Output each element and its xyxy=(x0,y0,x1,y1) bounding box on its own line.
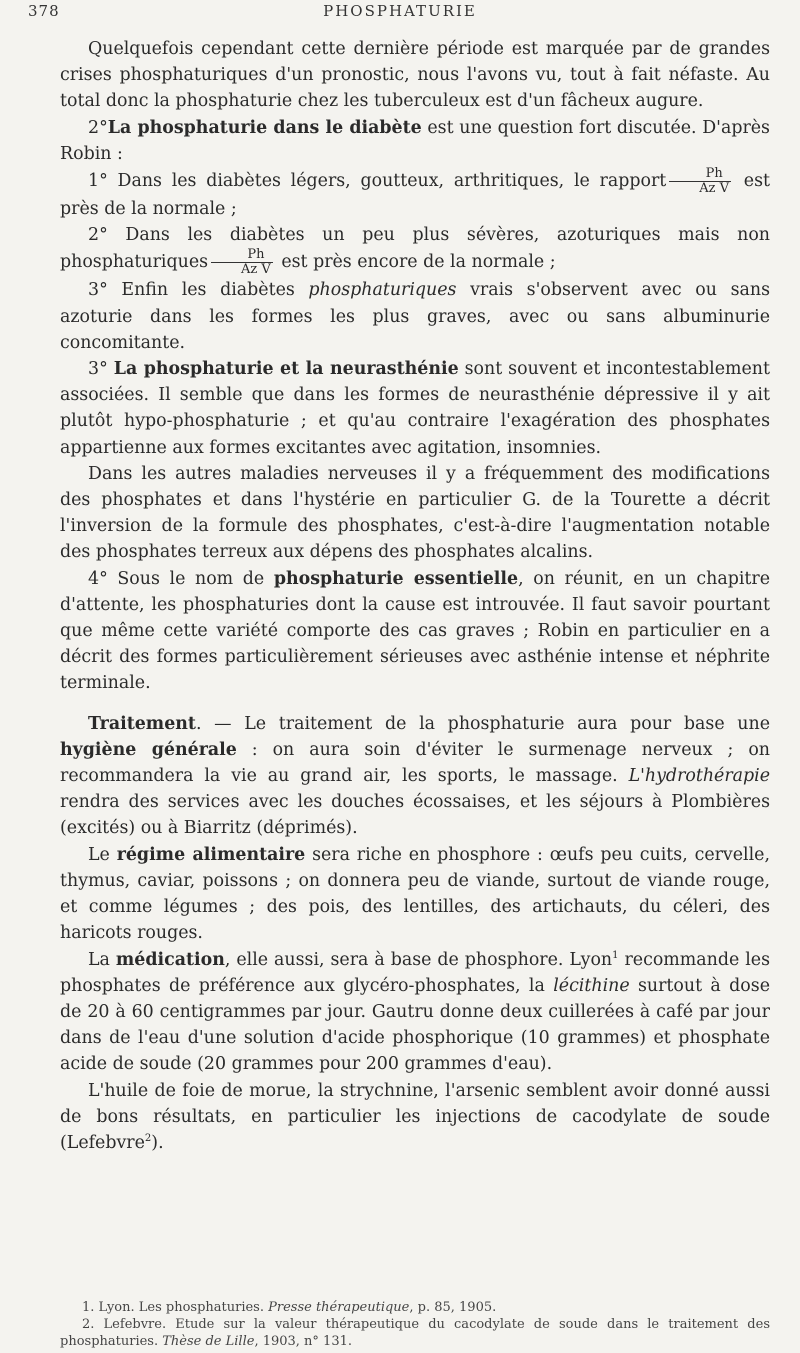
footnotes xyxy=(60,1299,770,1350)
footnote-text: , 1903, n° 131. xyxy=(254,1334,353,1349)
paragraph-text: , elle aussi, sera à base de phosphore. Lyon xyxy=(224,949,613,970)
paragraph-neurasthenia xyxy=(60,356,770,461)
footnote-1 xyxy=(60,1299,770,1316)
emphasis-text: lécithine xyxy=(553,975,630,996)
paragraph-text: : on aura soin d'éviter le surmenage nerveux ; on recommandera la vie au grand air, les sports, le massage. xyxy=(60,739,770,787)
footnote-text: 1. Lyon. Les phosphaturies. xyxy=(82,1300,269,1315)
fraction-numerator: Ph xyxy=(705,166,723,182)
paragraph-tuberculosis: Quelquefois cependant cette dernière période est marquée par de grandes crises phosphaturiques d'un pronostic, nous l'avons vu, tout à fait néfaste. Au total donc la phosphaturie chez les tuberculeux est d'un fâcheux augure. xyxy=(60,39,770,112)
paragraph-other-remedies xyxy=(60,1078,770,1157)
paragraph-text: 3° Enfin les diabètes xyxy=(88,280,309,301)
paragraph-treatment xyxy=(60,711,770,842)
section-heading: La phosphaturie dans le diabète xyxy=(107,117,422,138)
paragraph-text: La xyxy=(88,949,116,970)
section-heading: phosphaturie essentielle xyxy=(273,568,519,589)
paragraph-diabetes-1 xyxy=(60,167,770,222)
footnote-ref[interactable]: 1 xyxy=(612,949,619,961)
paragraph-text: L'huile de foie de morue, la strychnine, l'arsenic semblent avoir donné aussi de bons résultats, en particulier les injections de cacodylate de soude (Lefebvre xyxy=(60,1080,770,1153)
paragraph-text: surtout à dose de 20 à 60 centigrammes par jour. Gautru donne deux cuillerées à café par jour dans de l'eau d'une solution d'acide phosphorique (10 grammes) et phosphate acide de soude (20 grammes pour 200 grammes d'eau). xyxy=(60,975,770,1075)
section-number: 3° xyxy=(88,359,114,380)
paragraph-text: Le xyxy=(88,844,117,865)
footnote-text: , p. 85, 1905. xyxy=(409,1300,497,1315)
section-number: 4° Sous le nom de xyxy=(88,568,274,589)
paragraph-medication xyxy=(60,947,770,1078)
page-header xyxy=(0,2,800,24)
footnote-source: Thèse de Lille xyxy=(162,1334,255,1349)
footnote-source: Presse thérapeutique xyxy=(268,1300,410,1315)
emphasis-text: L'hydrothérapie xyxy=(628,766,770,787)
paragraph-diabetes-3 xyxy=(60,277,770,356)
section-heading: Traitement xyxy=(88,713,196,734)
section-number: 2° xyxy=(88,117,108,138)
footnote-2 xyxy=(60,1316,770,1350)
ratio-fraction xyxy=(211,248,273,277)
footnote-ref[interactable]: 2 xyxy=(144,1133,152,1145)
fraction-denominator: Az V xyxy=(211,262,273,277)
paragraph-text: recommande les phosphates de préférence aux glycéro-phosphates, la xyxy=(60,949,771,996)
fraction-numerator: Ph xyxy=(247,247,265,263)
paragraph-text: , on réunit, en un chapitre d'attente, les phosphaturies dont la cause est introuvée. Il faut savoir pourtant que même cette variété comporte des cas graves ; Robin en particulier en a décrit des formes particulièrement sérieuses avec asthénie intense et néphrite terminale. xyxy=(60,568,770,694)
paragraph-text: sera riche en phosphore : œufs peu cuits, cervelle, thymus, caviar, poissons ; on donnera peu de viande, surtout de viande rouge, et comme légumes ; des pois, des lentilles, des artichauts, du céleri, des haricots rouges. xyxy=(60,844,770,944)
section-heading: La phosphaturie et la neurasthénie xyxy=(113,359,459,380)
paragraph-text: vrais s'observent avec ou sans azoturie dans les formes les plus graves, avec ou sans albuminurie concomitante. xyxy=(60,280,770,353)
paragraph-text: est près encore de la normale ; xyxy=(275,252,556,273)
paragraph-nervous-diseases: Dans les autres maladies nerveuses il y a fréquemment des modifications des phosphates et dans l'hystérie en particulier G. de la Tourette a décrit l'inversion de la formule des phosphates, c'est-à-dire l'augmentation notable des phosphates terreux aux dépens des phosphates alcalins. xyxy=(60,463,770,563)
paragraph-diet xyxy=(60,842,770,947)
paragraph-text: sont souvent et incontestablement associées. Il semble que dans les formes de neurasthénie dépressive il y ait plutôt hypo-phosphaturie ; et qu'au contraire l'exagération des phosphates appartienne aux formes excitantes avec agitation, insomnies. xyxy=(60,359,770,458)
paragraph-text: 1° Dans les diabètes légers, goutteux, arthritiques, le rapport xyxy=(88,171,667,192)
subheading: hygiène générale xyxy=(60,739,237,760)
running-title: PHOSPHATURIE xyxy=(323,2,477,20)
paragraph-text: est une question fort discutée. D'après Robin : xyxy=(60,117,770,164)
ratio-fraction xyxy=(669,167,731,196)
section-gap xyxy=(60,697,770,711)
main-text xyxy=(60,36,770,1156)
fraction-denominator: Az V xyxy=(669,181,731,196)
paragraph-diabetes-2 xyxy=(60,222,770,277)
paragraph-text: 2° Dans les diabètes un peu plus sévères, azoturiques mais non phosphaturiques xyxy=(60,225,770,273)
paragraph-diabetes xyxy=(60,115,770,167)
paragraph-text: . — Le traitement de la phosphaturie aura pour base une xyxy=(195,713,770,734)
subheading: médication xyxy=(115,949,225,970)
paragraph-text: ). xyxy=(151,1132,164,1153)
emphasis-text: phosphaturiques xyxy=(308,280,457,301)
subheading: régime alimentaire xyxy=(116,844,306,865)
paragraph-text: est près de la normale ; xyxy=(60,171,770,220)
paragraph-text: rendra des services avec les douches écossaises, et les séjours à Plombières (excités) ou à Biarritz (déprimés). xyxy=(60,792,770,839)
page-number: 378 xyxy=(28,2,60,20)
footnote-text: 2. Lefebvre. Etude sur la valeur thérapeutique du cacodylate de soude dans le traitement des phosphaturies. xyxy=(60,1317,770,1349)
paragraph-essential xyxy=(60,566,770,697)
